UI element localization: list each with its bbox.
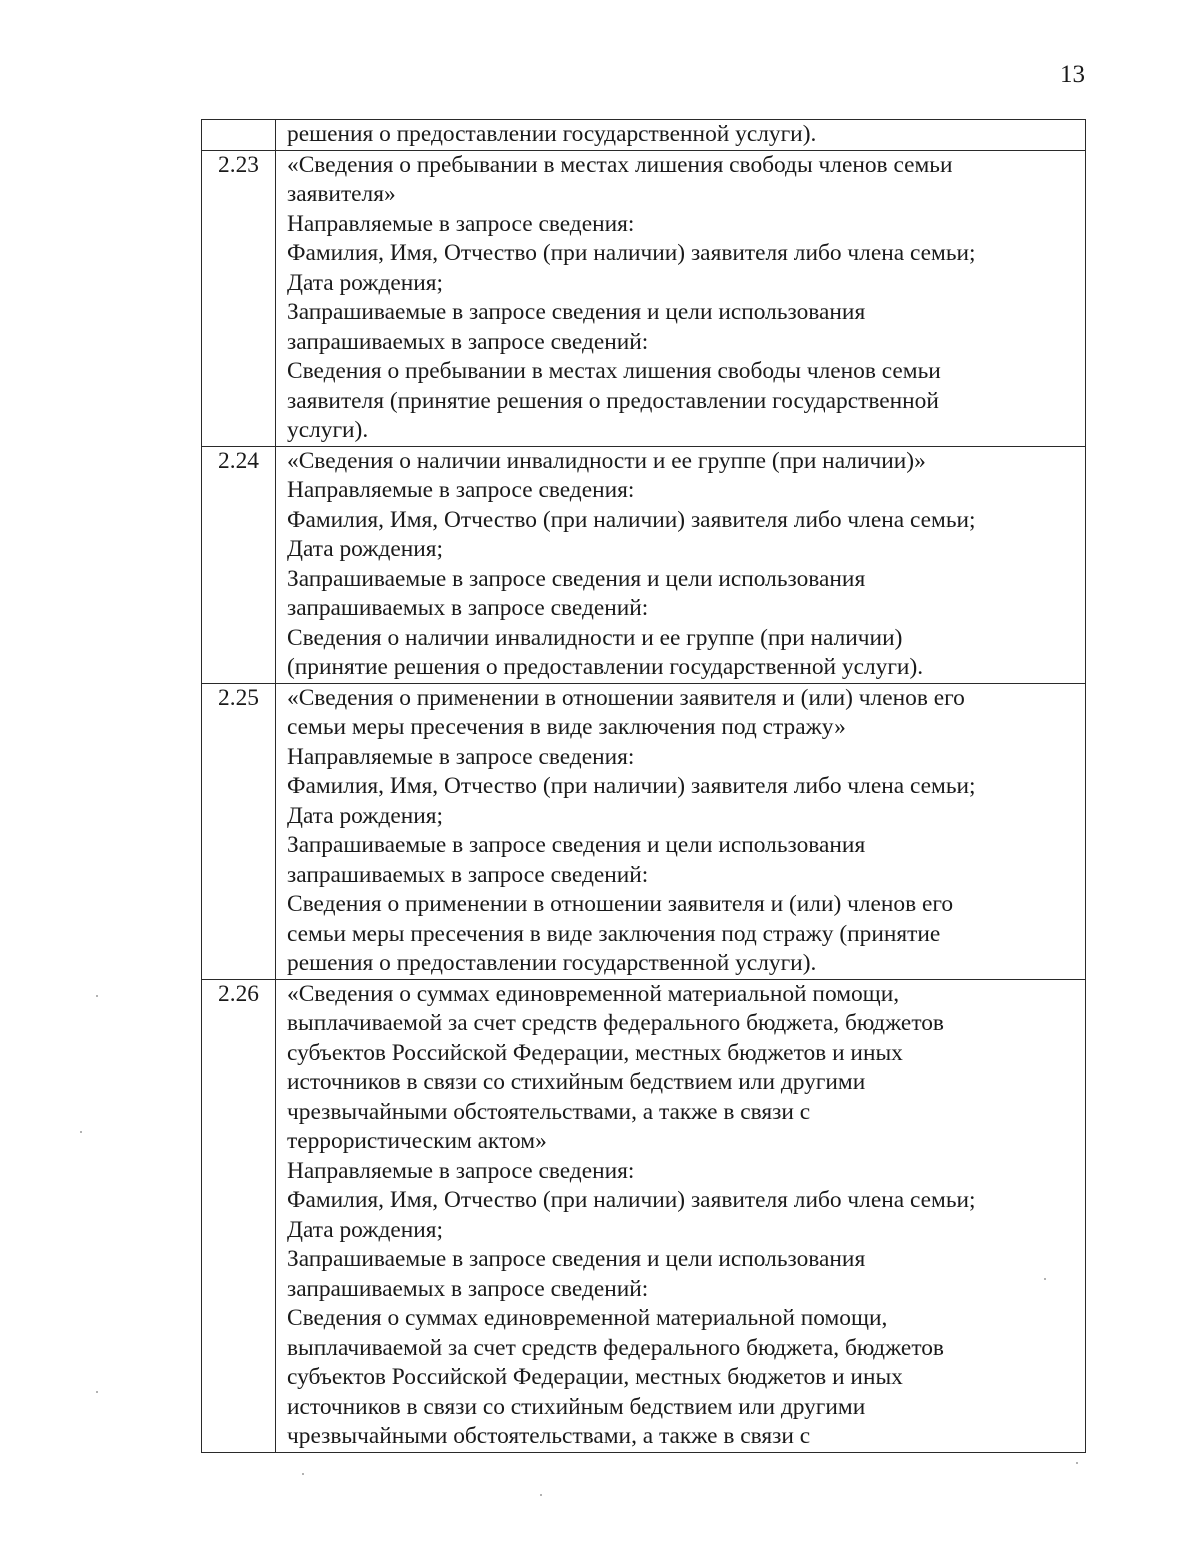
row-number: 2.23: [202, 150, 276, 446]
text-line: запрашиваемых в запросе сведений:: [287, 595, 649, 621]
text-line: Дата рождения;: [287, 1216, 444, 1243]
text-line: террористическим актом»: [287, 1128, 547, 1154]
text-line: Направляемые в запросе сведения:: [287, 1157, 635, 1184]
text-line: чрезвычайными обстоятельствами, а также в связи с: [287, 1423, 811, 1449]
table-body: [202, 120, 1086, 1453]
text-line: выплачиваемой за счет средств федерального бюджета, бюджетов: [287, 1010, 944, 1036]
scan-speck: [96, 1391, 98, 1393]
row-number: 2.24: [202, 446, 276, 683]
text-line: выплачиваемой за счет средств федерального бюджета, бюджетов: [287, 1334, 944, 1361]
text-line: «Сведения о пребывании в местах лишения свободы членов семьи: [287, 151, 953, 178]
row-content: [276, 150, 1086, 446]
text-line: Дата рождения;: [287, 269, 444, 296]
text-line: Сведения о пребывании в местах лишения свободы членов семьи: [287, 358, 941, 384]
text-line: запрашиваемых в запросе сведений:: [287, 1275, 649, 1302]
row-number: 2.25: [202, 683, 276, 979]
table-row: [202, 150, 1086, 446]
table-row: [202, 446, 1086, 683]
text-line: решения о предоставлении государственной услуги).: [287, 121, 817, 147]
text-line: чрезвычайными обстоятельствами, а также в связи с: [287, 1098, 811, 1125]
text-line: Запрашиваемые в запросе сведения и цели использования: [287, 565, 866, 592]
text-line: семьи меры пресечения в виде заключения под стражу»: [287, 714, 846, 740]
text-line: источников в связи со стихийным бедствием или другими: [287, 1069, 866, 1095]
text-line: Дата рождения;: [287, 802, 444, 829]
text-line: источников в связи со стихийным бедствием или другими: [287, 1393, 866, 1420]
text-line: (принятие решения о предоставлении государственной услуги).: [287, 654, 924, 680]
text-line: семьи меры пресечения в виде заключения под стражу (принятие: [287, 920, 941, 947]
page-number: 13: [1060, 61, 1085, 88]
row-number: [202, 120, 276, 151]
table-row: [202, 120, 1086, 151]
table-row: [202, 979, 1086, 1452]
text-line: субъектов Российской Федерации, местных бюджетов и иных: [287, 1364, 903, 1390]
text-line: Сведения о применении в отношении заявителя и (или) членов его: [287, 891, 954, 917]
text-line: Фамилия, Имя, Отчество (при наличии) заявителя либо члена семьи;: [287, 773, 976, 799]
text-line: Запрашиваемые в запросе сведения и цели использования: [287, 299, 866, 325]
scan-speck: [96, 995, 98, 997]
text-line: заявителя»: [287, 181, 396, 207]
scan-speck: [302, 1473, 304, 1475]
text-line: Сведения о суммах единовременной материальной помощи,: [287, 1305, 888, 1331]
row-content: [276, 120, 1086, 151]
scan-speck: [1044, 1278, 1046, 1280]
text-line: Направляемые в запросе сведения:: [287, 477, 635, 503]
text-line: «Сведения о суммах единовременной материальной помощи,: [287, 980, 900, 1007]
text-line: Фамилия, Имя, Отчество (при наличии) заявителя либо члена семьи;: [287, 240, 976, 266]
text-line: субъектов Российской Федерации, местных бюджетов и иных: [287, 1039, 903, 1066]
text-line: услуги).: [287, 417, 369, 443]
text-line: «Сведения о применении в отношении заявителя и (или) членов его: [287, 684, 965, 711]
text-line: Направляемые в запросе сведения:: [287, 743, 635, 770]
scan-speck: [80, 1131, 82, 1133]
text-line: «Сведения о наличии инвалидности и ее группе (при наличии)»: [287, 447, 926, 474]
text-line: Фамилия, Имя, Отчество (при наличии) заявителя либо члена семьи;: [287, 506, 976, 533]
text-line: решения о предоставлении государственной услуги).: [287, 950, 817, 976]
text-line: Фамилия, Имя, Отчество (при наличии) заявителя либо члена семьи;: [287, 1187, 976, 1213]
row-content: [276, 979, 1086, 1452]
text-line: Направляемые в запросе сведения:: [287, 210, 635, 237]
row-content: [276, 683, 1086, 979]
text-line: запрашиваемых в запросе сведений:: [287, 861, 649, 888]
text-line: Запрашиваемые в запросе сведения и цели использования: [287, 1246, 866, 1272]
text-line: запрашиваемых в запросе сведений:: [287, 328, 649, 355]
text-line: Сведения о наличии инвалидности и ее группе (при наличии): [287, 624, 903, 651]
table-row: [202, 683, 1086, 979]
text-line: Запрашиваемые в запросе сведения и цели использования: [287, 832, 866, 858]
requirements-table: [201, 119, 1086, 1453]
text-line: заявителя (принятие решения о предоставлении государственной: [287, 387, 939, 414]
row-number: 2.26: [202, 979, 276, 1452]
scan-speck: [1076, 1462, 1078, 1464]
row-content: [276, 446, 1086, 683]
scan-speck: [540, 1494, 542, 1496]
text-line: Дата рождения;: [287, 536, 444, 562]
